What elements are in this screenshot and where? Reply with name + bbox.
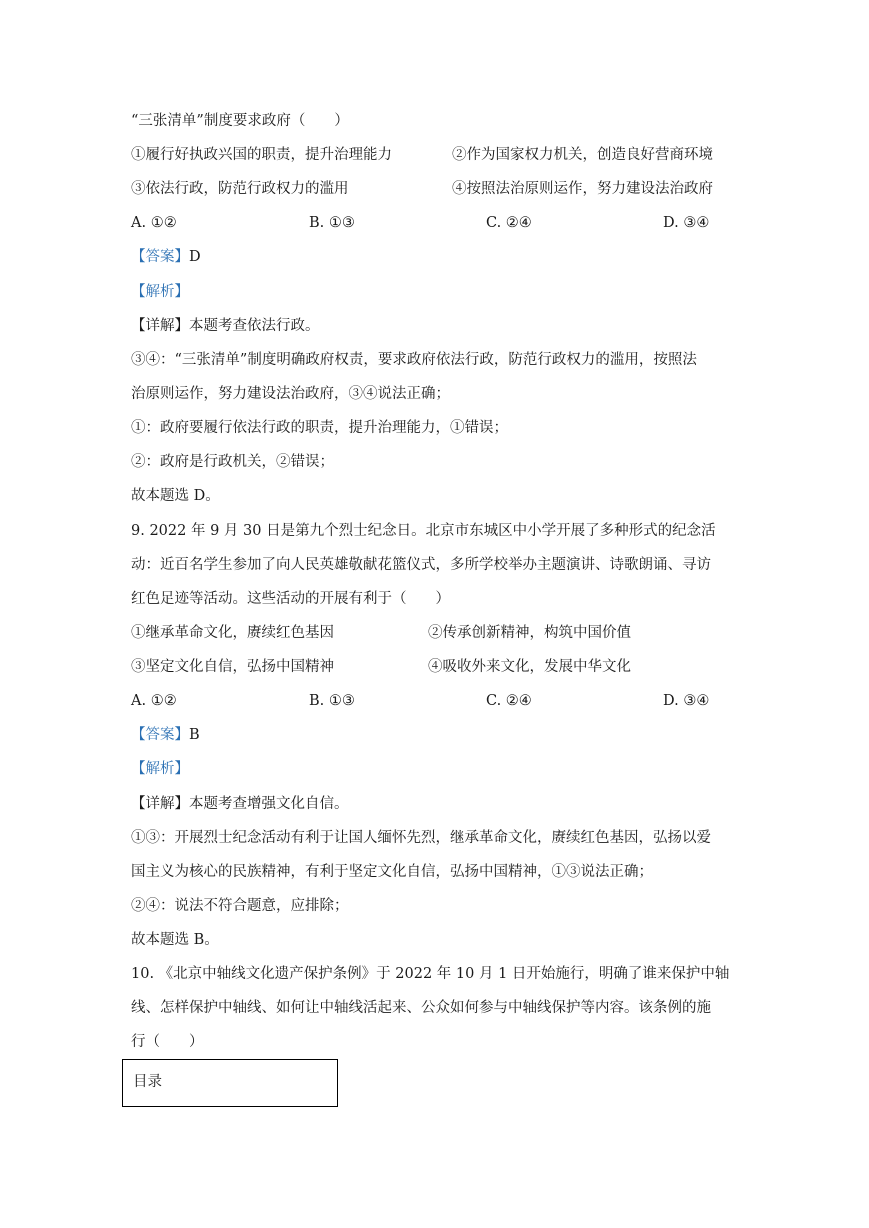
q9-option-d: D. ③④ bbox=[663, 693, 710, 709]
q9-conclusion: 故本题选 B。 bbox=[131, 932, 219, 948]
q10-stem-1: 10. 《北京中轴线文化遗产保护条例》于 2022 年 10 月 1 日开始施行，明确了谁来保护中轴 bbox=[131, 966, 730, 982]
q9-statement-4: ④吸收外来文化，发展中华文化 bbox=[428, 659, 631, 675]
answer-value: B bbox=[189, 727, 200, 743]
q9-option-b: B. ①③ bbox=[309, 693, 355, 709]
q8-statement-2: ②作为国家权力机关，创造良好营商环境 bbox=[452, 147, 713, 163]
q8-option-a: A. ①② bbox=[131, 215, 177, 231]
q10-stem-2: 线、怎样保护中轴线、如何让中轴线活起来、公众如何参与中轴线保护等内容。该条例的施 bbox=[131, 1000, 711, 1016]
q9-answer bbox=[131, 725, 200, 745]
q9-explanation-2: 国主义为核心的民族精神，有利于坚定文化自信，弘扬中国精神，①③说法正确； bbox=[131, 864, 653, 880]
answer-tag: 【答案】 bbox=[131, 249, 189, 265]
q9-statement-3: ③坚定文化自信，弘扬中国精神 bbox=[131, 659, 334, 675]
q9-explanation-1: ①③：开展烈士纪念活动有利于让国人缅怀先烈，继承革命文化，赓续红色基因，弘扬以爱 bbox=[131, 830, 711, 846]
q9-stem-3: 红色足迹等活动。这些活动的开展有利于（ ） bbox=[131, 591, 450, 607]
toc-box[interactable] bbox=[122, 1059, 338, 1107]
q9-stem-2: 动：近百名学生参加了向人民英雄敬献花篮仪式，多所学校举办主题演讲、诗歌朗诵、寻访 bbox=[131, 557, 711, 573]
q8-stem: “三张清单”制度要求政府（ ） bbox=[131, 113, 349, 129]
q9-option-a: A. ①② bbox=[131, 693, 177, 709]
q8-statement-3: ③依法行政，防范行政权力的滥用 bbox=[131, 181, 349, 197]
q10-stem-3: 行（ ） bbox=[131, 1034, 204, 1050]
q8-option-c: C. ②④ bbox=[486, 215, 532, 231]
q8-explanation-4: ②：政府是行政机关，②错误； bbox=[131, 454, 334, 470]
q8-analysis-tag: 【解析】 bbox=[131, 284, 189, 300]
q9-explanation-3: ②④：说法不符合题意，应排除； bbox=[131, 898, 349, 914]
q8-answer bbox=[131, 247, 201, 267]
q9-detail: 【详解】本题考查增强文化自信。 bbox=[131, 796, 349, 812]
q8-detail: 【详解】本题考查依法行政。 bbox=[131, 318, 320, 334]
q9-statement-1: ①继承革命文化，赓续红色基因 bbox=[131, 625, 334, 641]
q9-analysis-tag: 【解析】 bbox=[131, 761, 189, 777]
q8-explanation-3: ①：政府要履行依法行政的职责，提升治理能力，①错误； bbox=[131, 420, 508, 436]
q8-statement-1: ①履行好执政兴国的职责，提升治理能力 bbox=[131, 147, 392, 163]
q8-conclusion: 故本题选 D。 bbox=[131, 488, 220, 504]
toc-label: 目录 bbox=[133, 1074, 162, 1090]
q8-explanation-1: ③④：“三张清单”制度明确政府权责，要求政府依法行政，防范行政权力的滥用，按照法 bbox=[131, 352, 697, 368]
q9-statement-2: ②传承创新精神，构筑中国价值 bbox=[428, 625, 631, 641]
q9-option-c: C. ②④ bbox=[486, 693, 532, 709]
answer-value: D bbox=[189, 249, 201, 265]
q8-option-d: D. ③④ bbox=[663, 215, 710, 231]
q8-explanation-2: 治原则运作，努力建设法治政府，③④说法正确； bbox=[131, 386, 450, 402]
q8-option-b: B. ①③ bbox=[309, 215, 355, 231]
q9-stem-1: 9. 2022 年 9 月 30 日是第九个烈士纪念日。北京市东城区中小学开展了多种形式的纪念活 bbox=[131, 523, 716, 539]
answer-tag: 【答案】 bbox=[131, 727, 189, 743]
q8-statement-4: ④按照法治原则运作，努力建设法治政府 bbox=[452, 181, 713, 197]
